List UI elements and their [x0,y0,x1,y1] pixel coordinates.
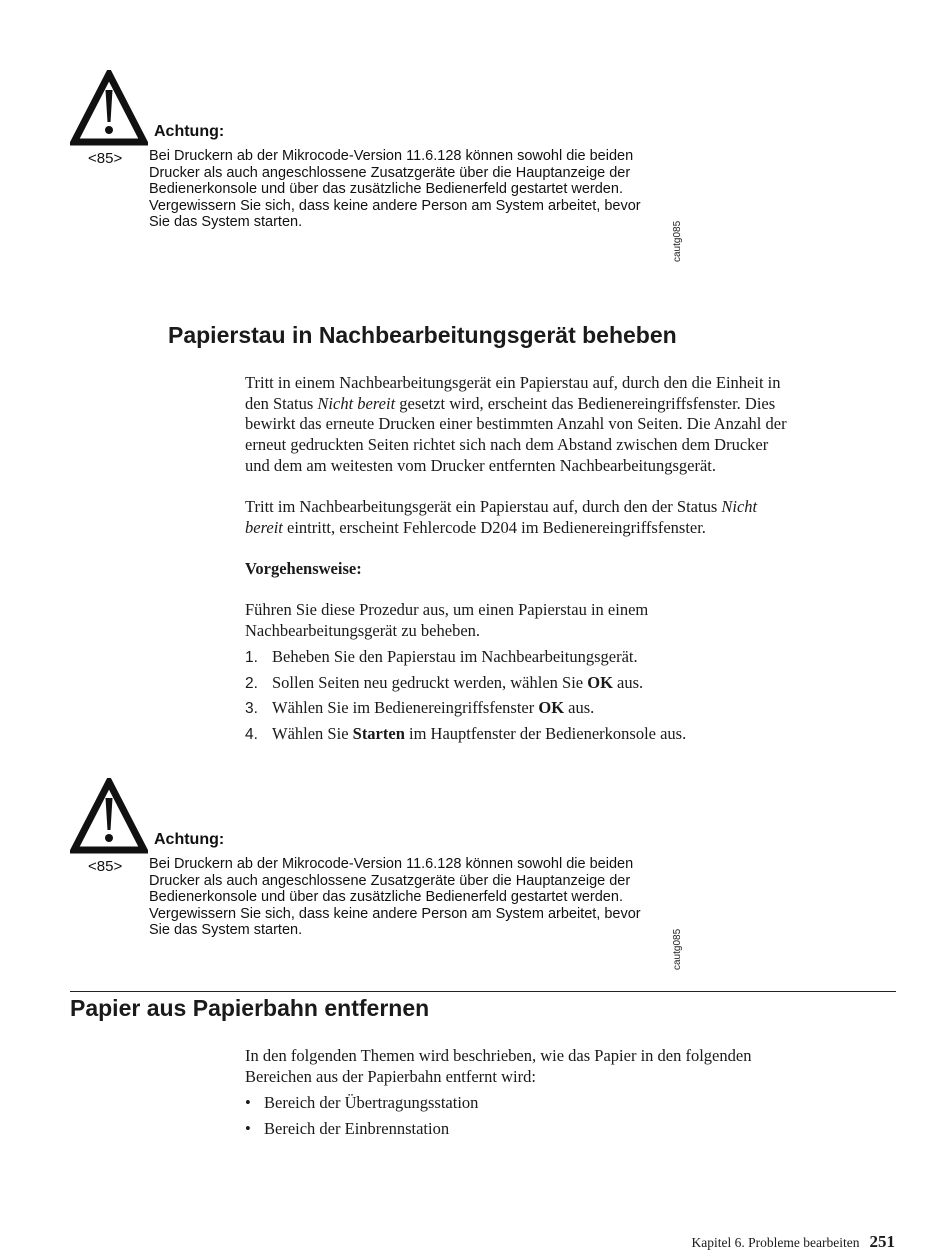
footer-chapter: Kapitel 6. Probleme bearbeiten [691,1235,860,1250]
caution-code: <85> [88,150,123,167]
page-footer [692,1232,895,1252]
paragraph-2: Tritt im Nachbearbeitungsgerät ein Papierstau auf, durch den der Status Nicht bereit eintritt, erscheint Fehlercode D204 im Bedienereingriffsfenster. [245,497,758,537]
caution-notice-top [0,70,720,300]
caution-text: Bei Druckern ab der Mikrocode-Version 11.6.128 können sowohl die beiden Drucker als auch angeschlossene Zusatzgeräte über die Hauptanzeige der Bedienerkonsole und über das zusätzliche Bedienerfeld gestartet werden. Vergewissern Sie sich, dass keine andere Person am System arbeitet, bevor Sie das System starten. [149,856,641,939]
caution-side-code: cautg085 [672,928,683,970]
warning-triangle-icon [70,778,148,854]
caution-title: Achtung: [154,831,225,848]
procedure-intro: Führen Sie diese Prozedur aus, um einen Papierstau in einem Nachbearbeitungsgerät zu beheben. [245,600,649,640]
step-item: 4. Wählen Sie Starten im Hauptfenster der Bedienerkonsole aus. [245,723,687,743]
caution-text: Bei Druckern ab der Mikrocode-Version 11.6.128 können sowohl die beiden Drucker als auch angeschlossene Zusatzgeräte über die Hauptanzeige der Bedienerkonsole und über das zusätzliche Bedienerfeld gestartet werden. Vergewissern Sie sich, dass keine andere Person am System arbeitet, bevor Sie das System starten. [149,148,641,231]
caution-title: Achtung: [154,123,225,140]
procedure-label: Vorgehensweise: [245,559,362,578]
page-number: 251 [869,1232,895,1251]
caution-code: <85> [88,858,123,875]
list-item: • Bereich der Einbrennstation [245,1118,450,1138]
step-item: 1. Beheben Sie den Papierstau im Nachbearbeitungsgerät. [245,647,638,666]
section-divider [70,991,896,992]
caution-notice-bottom [0,778,720,1008]
paragraph-1: Tritt in einem Nachbearbeitungsgerät ein Papierstau auf, durch den die Einheit in den Status Nicht bereit gesetzt wird, erscheint das Bedienereingriffsfenster. Dies bewirkt das erneute Drucken einer bestimmten Anzahl von Seiten. Die Anzahl der erneut gedruckten Seiten richtet sich nach dem Abstand zwischen dem Drucker und dem am weitesten vom Drucker entfernten Nachbearbeitungsgerät. [245,373,787,475]
section-heading-papierstau: Papierstau in Nachbearbeitungsgerät beheben [168,322,677,348]
list-item: • Bereich der Übertragungsstation [245,1093,479,1112]
section2-intro: In den folgenden Themen wird beschrieben, wie das Papier in den folgenden Bereichen aus der Papierbahn entfernt wird: [245,1046,752,1086]
section-heading-papierbahn: Papier aus Papierbahn entfernen [70,995,430,1021]
step-item: 3. Wählen Sie im Bedienereingriffsfenster OK aus. [245,698,595,717]
warning-triangle-icon [70,70,148,146]
caution-side-code: cautg085 [672,220,683,262]
step-item: 2. Sollen Seiten neu gedruckt werden, wählen Sie OK aus. [245,672,644,692]
